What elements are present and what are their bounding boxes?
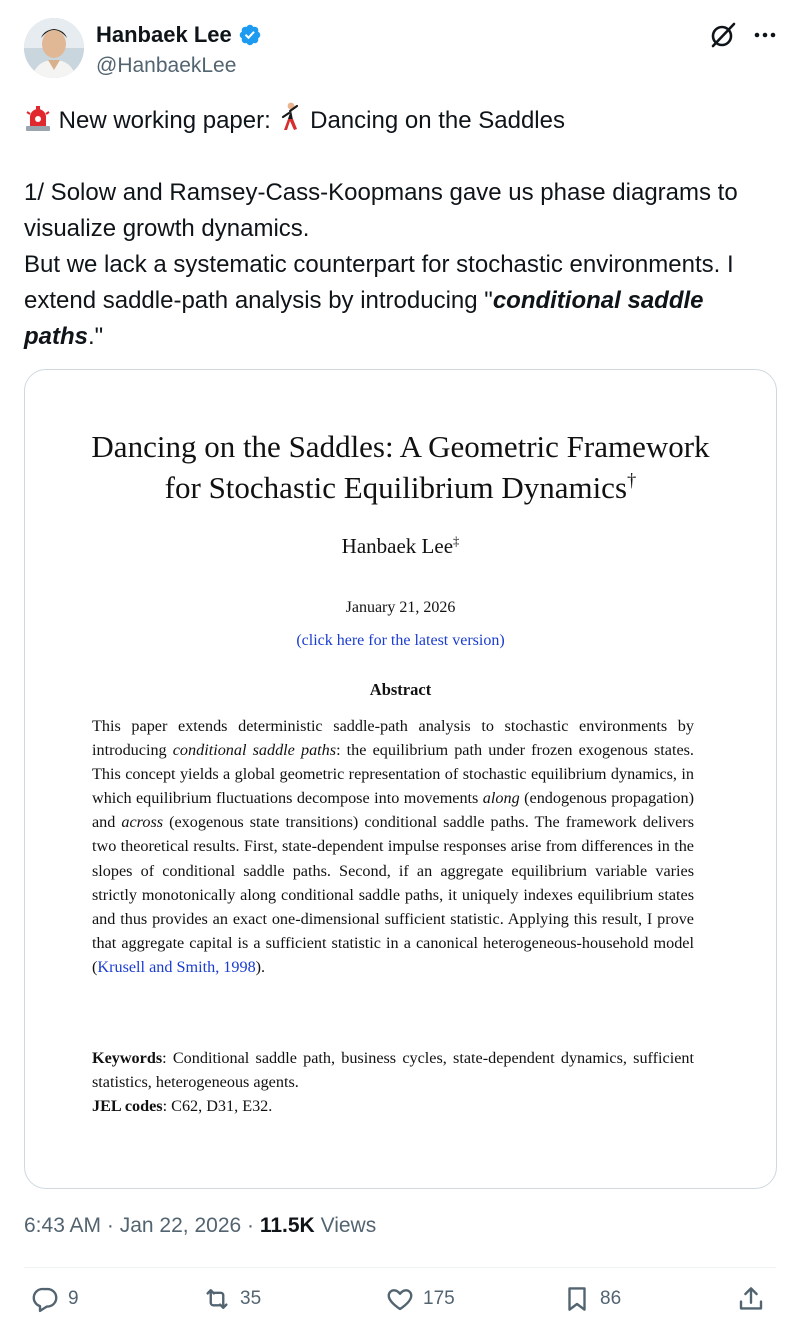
bookmark-button[interactable]: [562, 1284, 621, 1314]
rotating-light-emoji: [24, 104, 52, 132]
bookmark-icon: [562, 1284, 592, 1314]
tweet-meta: 6:43 AM · Jan 22, 2026 · 11.5K Views: [24, 1214, 377, 1237]
avatar[interactable]: [24, 18, 84, 78]
tweet-time[interactable]: 6:43 AM: [24, 1214, 102, 1237]
share-icon: [736, 1284, 766, 1314]
reply-button[interactable]: [30, 1284, 79, 1314]
tweet-paragraph-2: 1/ Solow and Ramsey-Cass-Koopmans gave us phase diagrams to visualize growth dynamics.: [24, 179, 738, 242]
paper-date: January 21, 2026: [345, 599, 456, 616]
repost-icon: [202, 1284, 232, 1314]
repost-button[interactable]: [202, 1284, 261, 1314]
bookmark-count: 86: [600, 1288, 622, 1309]
tweet-line-1: [24, 102, 776, 139]
tweet-date[interactable]: Jan 22, 2026: [119, 1214, 242, 1237]
reply-icon: [30, 1284, 60, 1314]
tweet-line1-title: Dancing on the Saddles: [310, 107, 565, 134]
citation-link: Krusell and Smith, 1998: [97, 957, 256, 976]
views-count: 11.5K: [259, 1214, 315, 1237]
paper-jel-codes: JEL codes: C62, D31, E32.: [92, 1097, 273, 1115]
emphasis-text: conditional saddle paths: [24, 287, 704, 350]
abstract-heading: Abstract: [369, 680, 432, 699]
repost-count: 35: [240, 1288, 262, 1309]
like-button[interactable]: [385, 1284, 455, 1314]
tweet-paragraph-3: But we lack a systematic counterpart for stochastic environments. I extend saddle-path analysis by introducing "conditional saddle paths.": [24, 251, 734, 350]
media-image[interactable]: [24, 369, 777, 1189]
like-count: 175: [423, 1288, 455, 1309]
paper-keywords: Keywords: Conditional saddle path, business cycles, state-dependent dynamics, sufficient statistics, heterogeneous agents.: [92, 1049, 694, 1092]
reply-count: 9: [68, 1288, 79, 1309]
paper-latest-version-link: (click here for the latest version): [296, 632, 505, 649]
heart-icon: [385, 1284, 415, 1314]
man-dancing-emoji: [277, 102, 303, 132]
tweet-line1-text: New working paper:: [58, 107, 271, 134]
tweet-text: [24, 102, 776, 355]
tweet-header: [24, 16, 776, 80]
handle[interactable]: @HanbaekLee: [96, 54, 237, 77]
action-bar: [24, 1284, 776, 1328]
verified-badge-icon: [238, 23, 262, 47]
paper-page: [25, 370, 776, 1188]
more-icon[interactable]: [750, 20, 780, 50]
divider: [24, 1267, 776, 1268]
views-label: Views: [320, 1214, 377, 1237]
share-button[interactable]: [736, 1284, 766, 1314]
abstract-body: This paper extends deterministic saddle-path analysis to stochastic environments by introducing conditional saddle paths: the equilibrium path under frozen exogenous states. This concept yields a global geometric representation of stochastic equilibrium dynamics, in which equilibrium fluctuations decompose into movements along (endogenous propagation) and across (exogenous state transitions) conditional saddle paths. The framework delivers two theoretical results. First, state-dependent impulse responses arise from differences in the slopes of conditional saddle paths. Second, if an aggregate equilibrium variable varies strictly monotonically along conditional saddle paths, it uniquely indexes equilibrium states and thus provides an exact one-dimensional sufficient statistic. Applying this result, I prove that aggregate capital is a sufficient statistic in a canonical heterogeneous-household model (Krusell and Smith, 1998).: [92, 717, 694, 976]
paper-title: Dancing on the Saddles: A Geometric Framework for Stochastic Equilibrium Dynamics†: [91, 429, 710, 505]
display-name[interactable]: Hanbaek Lee: [96, 22, 232, 47]
paper-author: Hanbaek Lee‡: [341, 534, 460, 558]
profile-photo: [24, 18, 84, 78]
grok-icon[interactable]: [708, 20, 738, 50]
